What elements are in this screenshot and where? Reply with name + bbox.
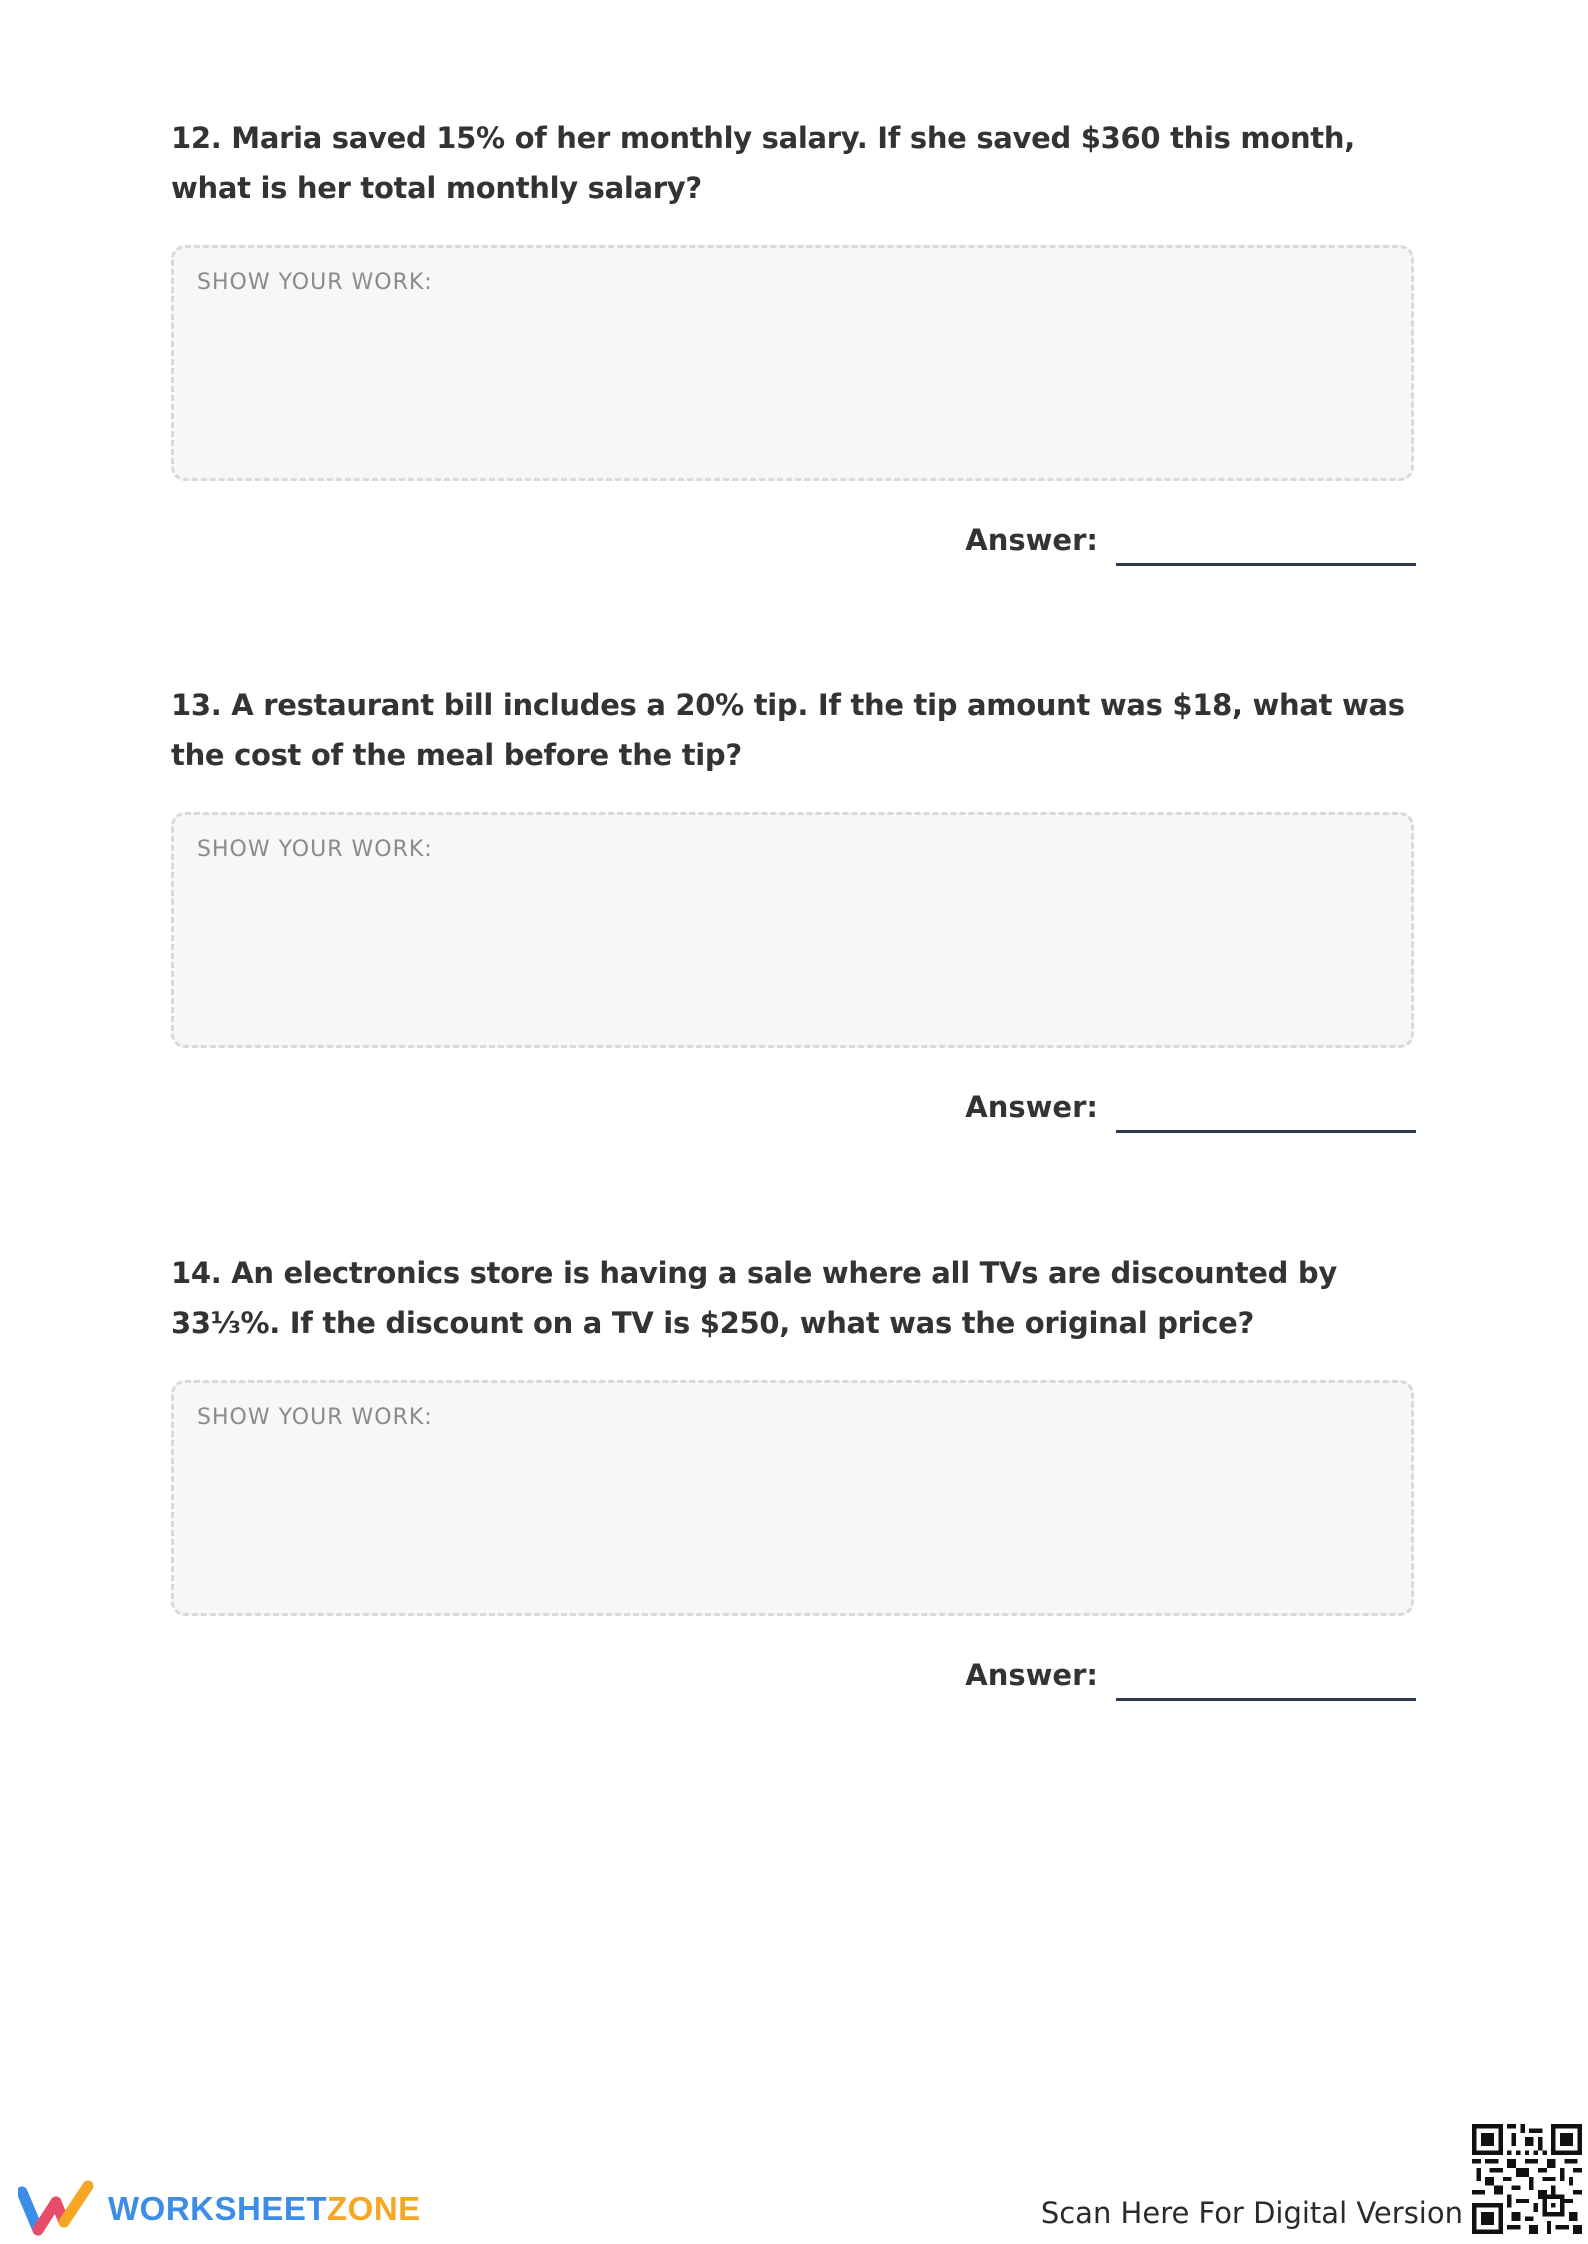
answer-label: Answer: — [965, 1090, 1098, 1124]
worksheetzone-logo-icon — [18, 2180, 96, 2236]
logo-wordmark — [108, 2190, 421, 2228]
question-12-text — [171, 113, 1416, 213]
question-12-work-area[interactable] — [171, 245, 1414, 481]
work-area-label: SHOW YOUR WORK: — [197, 1405, 433, 1430]
question-13 — [171, 680, 1416, 1124]
question-13-line-1: 13. A restaurant bill includes a 20% tip. If the tip amount was $18, what was — [171, 688, 1405, 722]
question-12-answer-row — [965, 523, 1416, 573]
worksheetzone-logo[interactable] — [18, 2180, 421, 2236]
question-13-work-area[interactable] — [171, 812, 1414, 1048]
question-12-line-1: 12. Maria saved 15% of her monthly salary. If she saved $360 this month, — [171, 121, 1355, 155]
question-12-line-2: what is her total monthly salary? — [171, 171, 702, 205]
work-area-label: SHOW YOUR WORK: — [197, 270, 433, 295]
work-area-label: SHOW YOUR WORK: — [197, 837, 433, 862]
question-14-answer-field[interactable] — [1116, 1698, 1416, 1701]
question-14-answer-row — [965, 1658, 1416, 1708]
logo-text-zone: ZONE — [327, 2190, 421, 2227]
question-14 — [171, 1248, 1416, 1692]
question-14-work-area[interactable] — [171, 1380, 1414, 1616]
answer-label: Answer: — [965, 1658, 1098, 1692]
question-13-text — [171, 680, 1416, 780]
question-14-line-1: 14. An electronics store is having a sale where all TVs are discounted by — [171, 1256, 1337, 1290]
question-13-answer-field[interactable] — [1116, 1130, 1416, 1133]
answer-label: Answer: — [965, 523, 1098, 557]
scan-here-text: Scan Here For Digital Version — [1040, 2196, 1463, 2230]
question-12-answer-field[interactable] — [1116, 563, 1416, 566]
question-12 — [171, 113, 1416, 557]
question-13-line-2: the cost of the meal before the tip? — [171, 738, 742, 772]
logo-text-worksheet: WORKSHEET — [108, 2190, 327, 2227]
question-13-answer-row — [965, 1090, 1416, 1140]
question-14-text — [171, 1248, 1416, 1348]
question-14-line-2: 33⅓%. If the discount on a TV is $250, what was the original price? — [171, 1306, 1255, 1340]
qr-code-icon[interactable] — [1472, 2124, 1582, 2234]
